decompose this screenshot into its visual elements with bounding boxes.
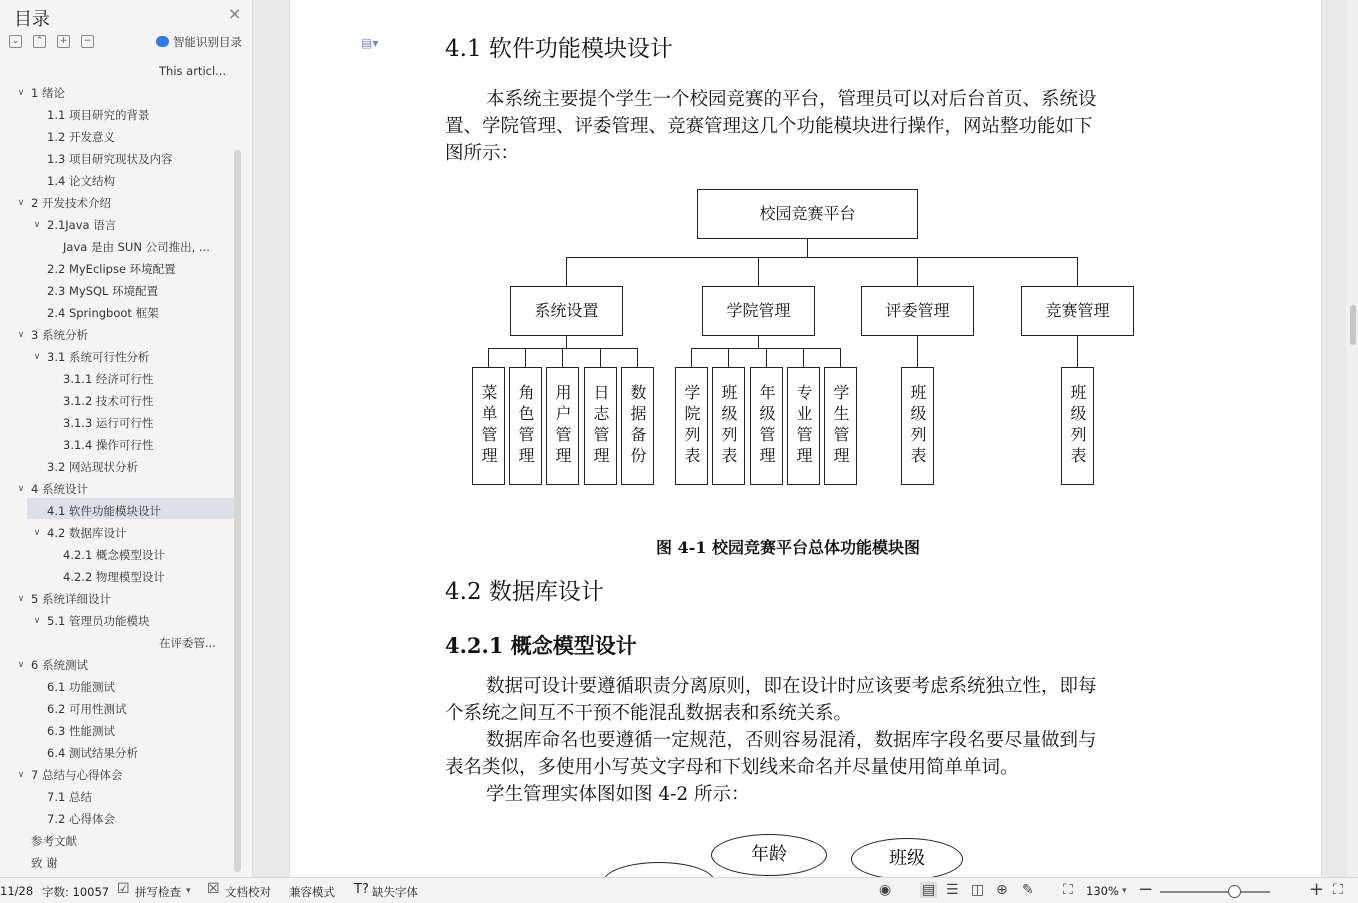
toc-item[interactable]: 3.1 系统可行性分析 <box>47 350 150 364</box>
connector-line <box>488 348 489 368</box>
connector-line <box>566 257 567 287</box>
toc-item[interactable]: 致 谢 <box>31 856 58 870</box>
toc-item[interactable]: 6.3 性能测试 <box>47 724 115 738</box>
chevron-down-icon[interactable]: ∨ <box>17 88 25 98</box>
heading-4-2: 4.2 数据库设计 <box>445 579 604 605</box>
toc-item[interactable]: 2 开发技术介绍 <box>31 196 111 210</box>
toc-item[interactable]: Java 是由 SUN 公司推出, ... <box>63 240 210 254</box>
toc-item[interactable]: 3.1.4 操作可行性 <box>63 438 154 452</box>
toc-item[interactable]: 6.2 可用性测试 <box>47 702 127 716</box>
module-box-system: 系统设置 <box>510 286 623 336</box>
toc-item[interactable]: 3.1.3 运行可行性 <box>63 416 154 430</box>
connector-line <box>525 348 526 368</box>
leaf-box: 班级列表 <box>901 367 934 485</box>
toc-item[interactable]: 6.4 测试结果分析 <box>47 746 138 760</box>
connector-line <box>840 348 841 368</box>
connector-line <box>807 239 808 258</box>
outline-view-icon[interactable]: ☰ <box>946 882 959 898</box>
page-indicator[interactable]: 11/28 <box>0 884 34 898</box>
paragraph-line: 数据可设计要遵循职责分离原则，即在设计时应该要考虑系统独立性，即每 <box>486 676 1097 697</box>
chevron-down-icon[interactable]: ▾ <box>1122 886 1127 896</box>
chevron-down-icon[interactable]: ∨ <box>17 484 25 494</box>
chevron-down-icon[interactable]: ∨ <box>17 594 25 604</box>
page-options-icon[interactable]: ▤▾ <box>361 36 379 50</box>
pen-icon[interactable]: ✎ <box>1022 882 1034 898</box>
toc-item[interactable]: 4.2 数据库设计 <box>47 526 127 540</box>
toc-title: 目录 <box>14 9 50 30</box>
connector-line <box>917 257 918 287</box>
toc-item-active[interactable]: 4.1 软件功能模块设计 <box>47 504 161 518</box>
connector-line <box>758 257 759 287</box>
proofread-button[interactable]: 文档校对 <box>225 885 271 899</box>
fullscreen-icon[interactable]: ⛶ <box>1333 882 1343 898</box>
plus-icon[interactable]: + <box>57 35 70 48</box>
leaf-box: 日志管理 <box>584 367 617 485</box>
toc-item[interactable]: 5 系统详细设计 <box>31 592 111 606</box>
zoom-out-icon[interactable]: − <box>1138 879 1154 900</box>
toc-item[interactable]: 1.2 开发意义 <box>47 130 115 144</box>
connector-line <box>728 348 729 368</box>
toc-item[interactable]: 2.1Java 语言 <box>47 218 117 232</box>
toc-item[interactable]: 7.1 总结 <box>47 790 92 804</box>
paragraph-line: 个系统之间互不干预不能混乱数据表和系统关系。 <box>445 703 853 724</box>
leaf-box: 班级列表 <box>1061 367 1094 485</box>
chevron-down-icon[interactable]: ▾ <box>186 886 191 896</box>
paragraph-line: 数据库命名也要遵循一定规范，否则容易混淆，数据库字段名要尽量做到与 <box>486 730 1097 751</box>
zoom-slider[interactable] <box>1160 891 1270 893</box>
toc-item[interactable]: 1 绪论 <box>31 86 65 100</box>
connector-line <box>566 257 1078 258</box>
leaf-box: 菜单管理 <box>472 367 505 485</box>
status-bar <box>0 877 1358 903</box>
paragraph-line: 图所示： <box>445 143 520 164</box>
heading-4-2-1: 4.2.1 概念模型设计 <box>445 633 637 658</box>
toc-item[interactable]: 6 系统测试 <box>31 658 88 672</box>
toc-sidebar <box>0 0 253 877</box>
module-box-college: 学院管理 <box>702 286 815 336</box>
document-scroll-thumb[interactable] <box>1350 305 1356 345</box>
toc-item[interactable]: 7.2 心得体会 <box>47 812 115 826</box>
toc-item[interactable]: 参考文献 <box>31 834 77 848</box>
er-oval-class: 班级 <box>851 838 963 880</box>
connector-line <box>766 348 767 368</box>
checkbox-icon[interactable]: ☑ <box>117 881 130 897</box>
toc-item[interactable]: 1.4 论文结构 <box>47 174 115 188</box>
connector-line <box>637 348 638 368</box>
smart-toc-icon <box>156 36 169 47</box>
leaf-box: 学院列表 <box>675 367 708 485</box>
reading-mode-icon[interactable]: ◫ <box>971 882 985 898</box>
document-scrollbar[interactable] <box>1346 0 1358 877</box>
paragraph-line: 置、学院管理、评委管理、竞赛管理这几个功能模块进行操作，网站整功能如下 <box>445 116 1093 137</box>
module-box-judge: 评委管理 <box>861 286 974 336</box>
er-oval-age: 年龄 <box>711 834 827 876</box>
toc-item[interactable]: 1.3 项目研究现状及内容 <box>47 152 173 166</box>
word-count[interactable]: 字数: 10057 <box>42 885 110 899</box>
close-icon[interactable]: × <box>228 4 242 23</box>
zoom-slider-handle[interactable] <box>1228 885 1241 898</box>
toc-item[interactable]: 1.1 项目研究的背景 <box>47 108 150 122</box>
leaf-box: 专业管理 <box>787 367 820 485</box>
module-box-competition: 竞赛管理 <box>1021 286 1134 336</box>
toc-item[interactable]: 在评委管... <box>159 636 216 650</box>
missing-font-button[interactable]: 缺失字体 <box>372 885 418 899</box>
leaf-box: 数据备份 <box>621 367 654 485</box>
compat-mode-label: 兼容模式 <box>289 885 335 899</box>
fit-page-icon[interactable]: ⛶ <box>1063 882 1073 898</box>
spell-check-button[interactable]: 拼写检查 <box>135 885 181 899</box>
toc-item[interactable]: 4.2.1 概念模型设计 <box>63 548 165 562</box>
paragraph-line: 本系统主要提个学生一个校园竞赛的平台，管理员可以对后台首页、系统设 <box>486 89 1097 110</box>
leaf-box: 用户管理 <box>546 367 579 485</box>
page-view-icon[interactable]: ▤ <box>922 882 936 898</box>
toc-item[interactable]: 3.2 网站现状分析 <box>47 460 138 474</box>
connector-line <box>1077 336 1078 368</box>
chevron-down-icon[interactable]: ∨ <box>17 330 25 340</box>
leaf-box: 班级列表 <box>712 367 745 485</box>
expand-level-icon[interactable]: ⌃ <box>33 35 46 48</box>
toc-item[interactable]: 3.1.1 经济可行性 <box>63 372 154 386</box>
leaf-box: 年级管理 <box>750 367 783 485</box>
chevron-down-icon[interactable]: ∨ <box>33 616 41 626</box>
toc-item[interactable]: 6.1 功能测试 <box>47 680 115 694</box>
minus-icon[interactable]: − <box>81 35 94 48</box>
paragraph-line: 学生管理实体图如图 4-2 所示： <box>486 784 750 805</box>
leaf-box: 角色管理 <box>509 367 542 485</box>
connector-line <box>917 336 918 368</box>
chevron-down-icon[interactable]: ∨ <box>17 770 25 780</box>
leaf-box: 学生管理 <box>824 367 857 485</box>
connector-line <box>803 348 804 368</box>
toc-item[interactable]: 2.4 Springboot 框架 <box>47 306 159 320</box>
chevron-down-icon[interactable]: ∨ <box>33 352 41 362</box>
heading-4-1: 4.1 软件功能模块设计 <box>445 36 673 62</box>
paragraph-line: 表名类似，多使用小写英文字母和下划线来命名并尽量使用简单单词。 <box>445 757 1019 778</box>
toc-item[interactable]: 7 总结与心得体会 <box>31 768 123 782</box>
connector-line <box>691 348 692 368</box>
smart-toc-label: 智能识别目录 <box>173 35 242 49</box>
connector-line <box>600 348 601 368</box>
sidebar-scrollbar[interactable] <box>234 150 241 872</box>
toc-item[interactable]: This articl... <box>159 64 227 78</box>
zoom-level[interactable]: 130% <box>1086 884 1119 898</box>
toc-item[interactable]: 4.2.2 物理模型设计 <box>63 570 165 584</box>
toc-item[interactable]: 5.1 管理员功能模块 <box>47 614 150 628</box>
collapse-all-icon[interactable]: ⌄ <box>9 35 22 48</box>
toc-item[interactable]: 4 系统设计 <box>31 482 88 496</box>
diagram-root-box: 校园竞赛平台 <box>697 189 918 239</box>
chevron-down-icon[interactable]: ∨ <box>33 528 41 538</box>
chevron-down-icon[interactable]: ∨ <box>17 660 25 670</box>
web-view-icon[interactable]: ⊕ <box>996 882 1008 898</box>
toc-item[interactable]: 3 系统分析 <box>31 328 88 342</box>
toc-item[interactable]: 3.1.2 技术可行性 <box>63 394 154 408</box>
zoom-in-icon[interactable]: + <box>1309 879 1325 900</box>
figure-caption: 图 4-1 校园竞赛平台总体功能模块图 <box>656 538 921 557</box>
toc-item[interactable]: 2.3 MySQL 环境配置 <box>47 284 159 298</box>
chevron-down-icon[interactable]: ∨ <box>17 198 25 208</box>
missing-font-icon[interactable]: T? <box>354 882 369 897</box>
smart-toc-button[interactable] <box>156 34 242 50</box>
connector-line <box>562 348 563 368</box>
toc-item[interactable]: 2.2 MyEclipse 环境配置 <box>47 262 176 276</box>
connector-line <box>1077 257 1078 287</box>
eye-protection-icon[interactable]: ◉ <box>879 882 892 898</box>
chevron-down-icon[interactable]: ∨ <box>33 220 41 230</box>
proofread-icon[interactable]: ☒ <box>207 881 220 897</box>
